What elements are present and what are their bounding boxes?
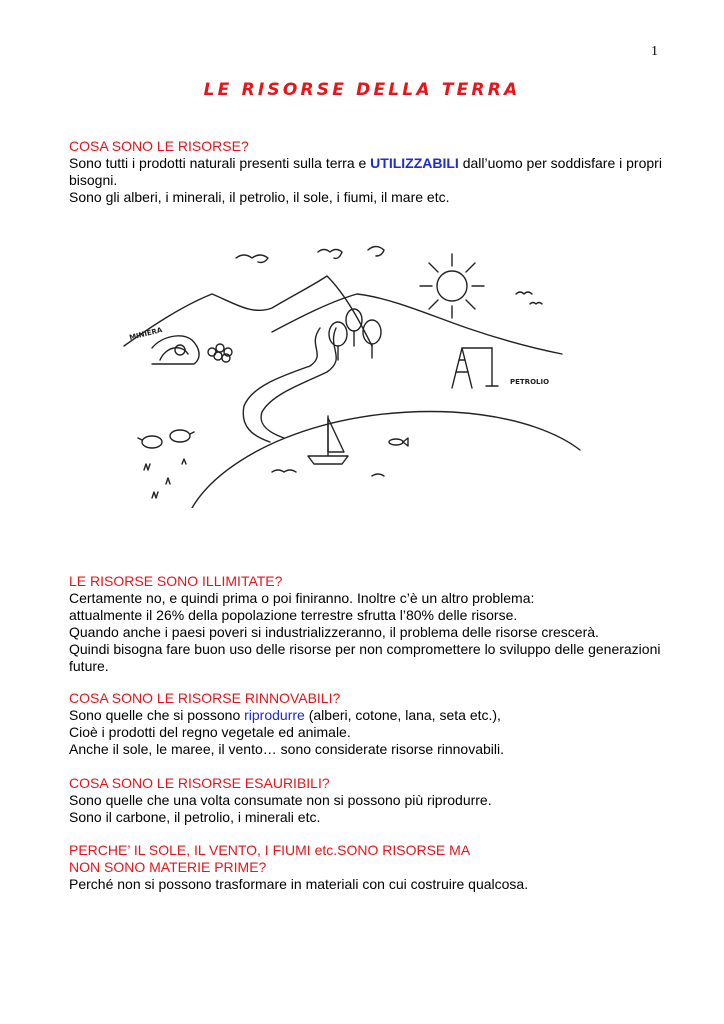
section-not-raw-materials: [69, 842, 669, 893]
answer-line: Quindi bisogna fare buon uso delle risorse per non compromettere lo sviluppo delle generazioni future.: [69, 641, 661, 674]
section-renewable-resources: [69, 690, 669, 758]
section-what-are-resources: [69, 138, 669, 206]
answer-line: Perché non si possono trasformare in materiali con cui costruire qualcosa.: [69, 876, 529, 892]
answer-line: Anche il sole, le maree, il vento… sono considerate risorse rinnovabili.: [69, 741, 504, 757]
answer-line: Sono il carbone, il petrolio, i minerali etc.: [69, 809, 321, 825]
answer-line: Sono gli alberi, i minerali, il petrolio, il sole, i fiumi, il mare etc.: [69, 189, 450, 205]
section-unlimited-resources: [69, 573, 669, 675]
landscape-drawing: [122, 236, 582, 508]
question-heading-continued: NON SONO MATERIE PRIME?: [69, 859, 267, 875]
question-heading: COSA SONO LE RISORSE?: [69, 138, 249, 154]
question-heading: PERCHE’ IL SOLE, IL VENTO, I FIUMI etc.SONO RISORSE MA: [69, 842, 471, 858]
answer-line: attualmente il 26% della popolazione terrestre sfrutta l’80% delle risorse.: [69, 607, 518, 623]
answer-paragraph: [69, 707, 669, 724]
petrolio-label: PETROLIO: [510, 378, 550, 386]
answer-text: Sono tutti i prodotti naturali presenti sulla terra e: [69, 155, 371, 171]
answer-line: Certamente no, e quindi prima o poi finiranno. Inoltre c’è un altro problema:: [69, 590, 535, 606]
answer-text: Sono quelle che si possono: [69, 707, 245, 723]
answer-text: dall’uomo per soddisfare i propri bisogni.: [69, 155, 662, 188]
answer-line: Sono quelle che una volta consumate non si possono più riprodurre.: [69, 792, 492, 808]
answer-text: (alberi, cotone, lana, seta etc.),: [304, 707, 501, 723]
page-title: LE RISORSE DELLA TERRA: [203, 80, 521, 100]
emphasis-text: UTILIZZABILI: [370, 155, 459, 171]
answer-line: Cioè i prodotti del regno vegetale ed animale.: [69, 724, 351, 740]
question-heading: COSA SONO LE RISORSE RINNOVABILI?: [69, 690, 341, 706]
question-heading: LE RISORSE SONO ILLIMITATE?: [69, 573, 283, 589]
answer-line: Quando anche i paesi poveri si industrializzeranno, il problema delle risorse crescerà.: [69, 624, 599, 640]
emphasis-text: riprodurre: [244, 707, 305, 723]
miniera-label: MINIERA: [128, 326, 164, 342]
section-exhaustible-resources: [69, 775, 669, 826]
answer-paragraph: [69, 155, 669, 189]
question-heading: COSA SONO LE RISORSE ESAURIBILI?: [69, 775, 330, 791]
page-number: 1: [651, 44, 658, 59]
